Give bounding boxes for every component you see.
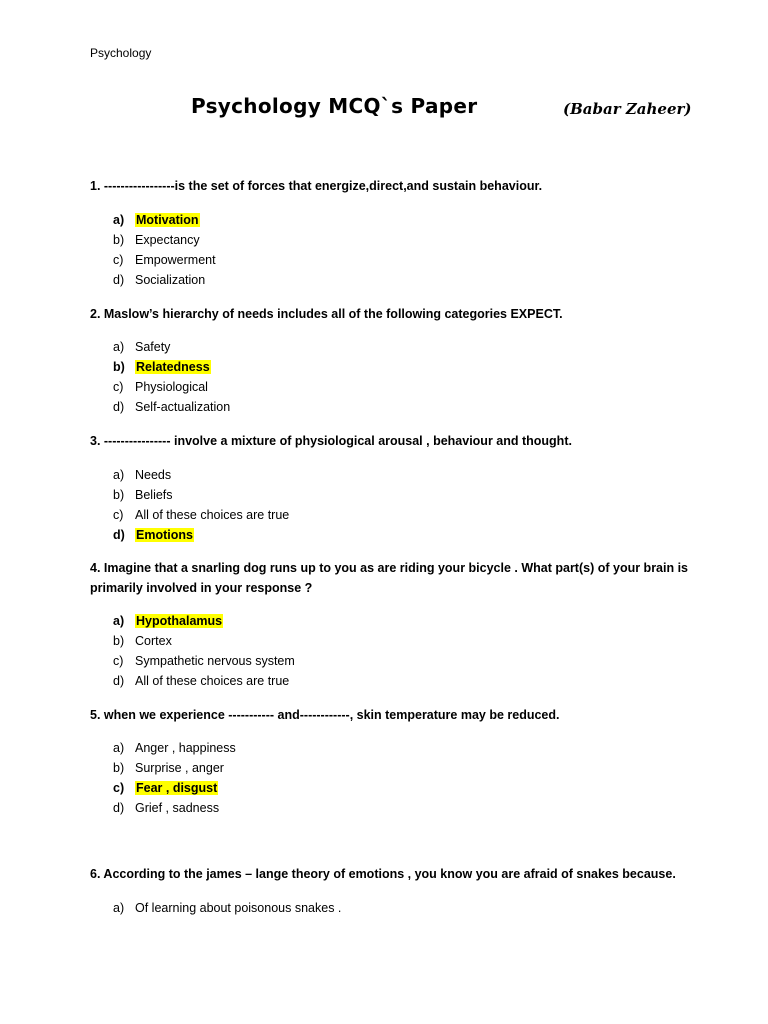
option-letter: a): [113, 468, 125, 482]
option-item: [113, 397, 230, 417]
option-letter: b): [113, 233, 125, 247]
option-letter: c): [113, 654, 124, 668]
option-answer-highlighted: Relatedness: [136, 360, 210, 374]
option-item-correct: [113, 210, 216, 230]
option-item-correct: [113, 778, 236, 798]
author-signature: (Babar Zaheer): [563, 100, 692, 118]
option-letter: d): [113, 674, 125, 688]
option-item: [113, 758, 236, 778]
option-answer-highlighted: Motivation: [136, 213, 199, 227]
option-letter: a): [113, 741, 125, 755]
option-answer-highlighted: Emotions: [136, 528, 193, 542]
option-text: Grief , sadness: [135, 801, 220, 815]
option-list: [113, 898, 341, 918]
option-list: [113, 465, 289, 545]
option-item: [113, 898, 341, 918]
option-text: Of learning about poisonous snakes .: [135, 901, 342, 915]
option-text: Self-actualization: [135, 400, 231, 414]
option-text: Needs: [135, 468, 172, 482]
option-item: [113, 505, 289, 525]
option-text: Expectancy: [135, 233, 200, 247]
question-text: 1. -----------------is the set of forces that energize,direct,and sustain behaviour.: [90, 179, 543, 193]
option-item: [113, 738, 236, 758]
option-text: Sympathetic nervous system: [135, 654, 295, 668]
option-letter: b): [113, 488, 125, 502]
option-letter: a): [113, 901, 125, 915]
option-letter: d): [113, 400, 125, 414]
question-text: 4. Imagine that a snarling dog runs up to you as are riding your bicycle . What part(s) of your brain is primarily involved in your response ?: [90, 561, 689, 595]
option-text: Physiological: [135, 380, 208, 394]
option-letter: d): [113, 273, 125, 287]
option-answer-highlighted: Hypothalamus: [136, 614, 223, 628]
option-text: Beliefs: [135, 488, 173, 502]
option-letter: a): [113, 213, 125, 227]
option-text: Safety: [135, 340, 171, 354]
option-letter: b): [113, 634, 125, 648]
option-letter: d): [113, 528, 125, 542]
page-header: Psychology: [90, 46, 152, 60]
option-item: [113, 250, 216, 270]
option-item-correct: [113, 611, 295, 631]
option-letter: b): [113, 360, 125, 374]
option-item: [113, 465, 289, 485]
page-title: Psychology MCQ`s Paper: [191, 94, 478, 118]
option-letter: c): [113, 253, 124, 267]
option-letter: c): [113, 380, 124, 394]
option-text: Socialization: [135, 273, 206, 287]
option-list: [113, 210, 216, 290]
option-item-correct: [113, 357, 230, 377]
option-list: [113, 611, 295, 691]
option-item: [113, 230, 216, 250]
option-item: [113, 798, 236, 818]
option-item: [113, 337, 230, 357]
option-letter: c): [113, 781, 125, 795]
option-item-correct: [113, 525, 289, 545]
option-item: [113, 485, 289, 505]
option-item: [113, 671, 295, 691]
option-item: [113, 631, 295, 651]
option-text: Surprise , anger: [135, 761, 224, 775]
question-text: 6. According to the james – lange theory of emotions , you know you are afraid of snakes because.: [90, 867, 676, 881]
option-text: All of these choices are true: [135, 674, 290, 688]
option-answer-highlighted: Fear , disgust: [136, 781, 218, 795]
option-list: [113, 738, 236, 818]
question-text: 3. ---------------- involve a mixture of physiological arousal , behaviour and thought.: [90, 434, 572, 448]
option-item: [113, 377, 230, 397]
option-list: [113, 337, 230, 417]
option-item: [113, 270, 216, 290]
option-item: [113, 651, 295, 671]
option-letter: b): [113, 761, 125, 775]
option-text: Anger , happiness: [135, 741, 236, 755]
option-letter: d): [113, 801, 125, 815]
option-letter: a): [113, 614, 125, 628]
option-letter: a): [113, 340, 125, 354]
option-text: All of these choices are true: [135, 508, 290, 522]
option-text: Cortex: [135, 634, 172, 648]
option-letter: c): [113, 508, 124, 522]
question-text: 5. when we experience ----------- and------------, skin temperature may be reduced.: [90, 708, 560, 722]
option-text: Empowerment: [135, 253, 216, 267]
question-text: 2. Maslow’s hierarchy of needs includes all of the following categories EXPECT.: [90, 307, 563, 321]
